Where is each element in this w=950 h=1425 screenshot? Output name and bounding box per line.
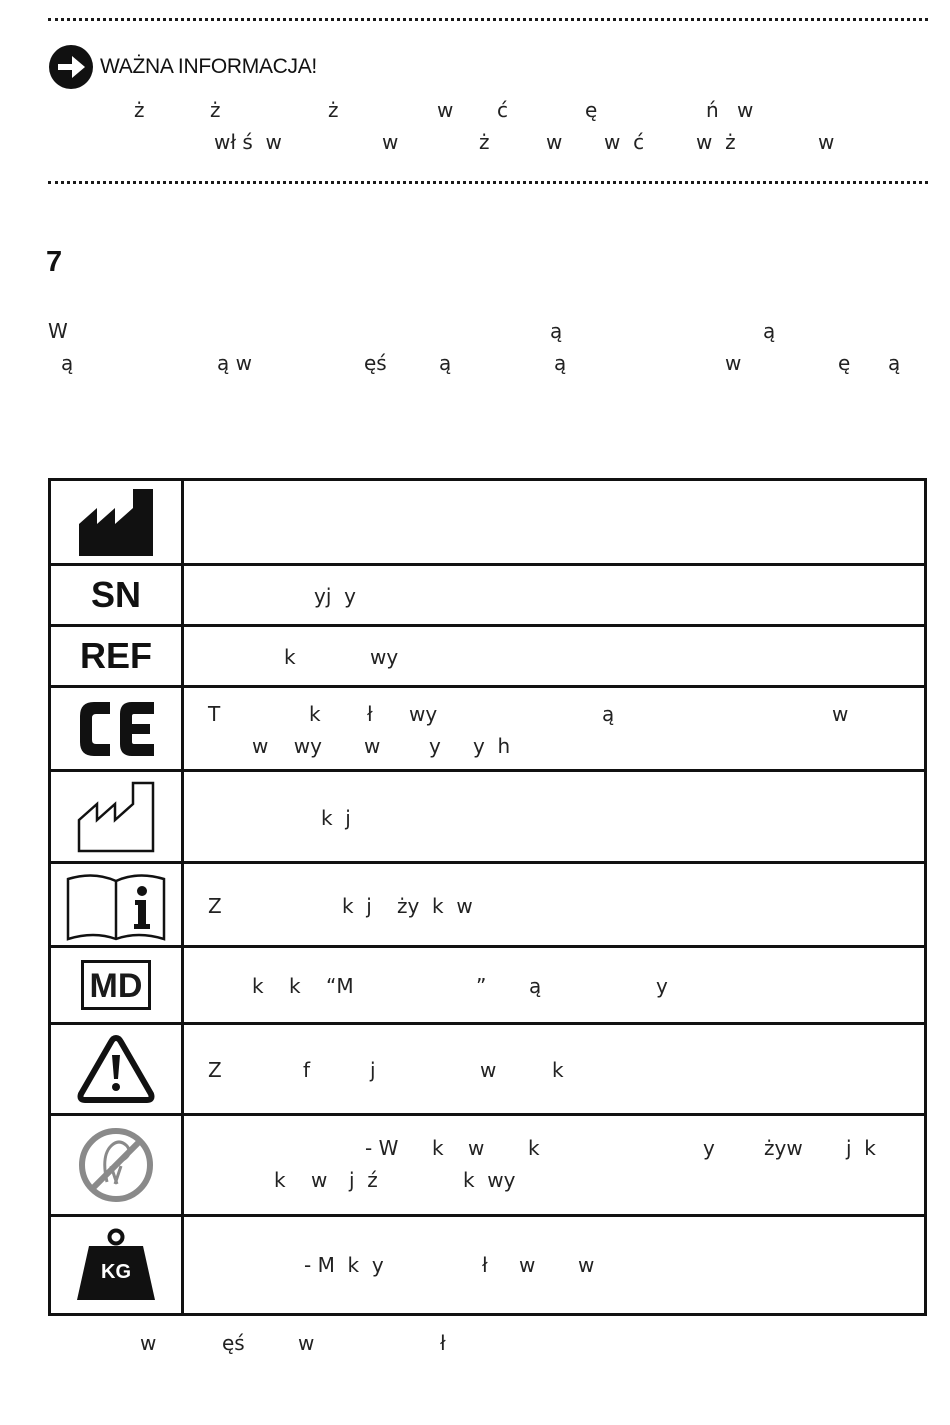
table-row [50,1216,926,1315]
notice-text-fragment: ń [706,98,719,122]
paragraph-text-fragment: ę [838,351,851,375]
description-cell [183,687,926,771]
description-text-fragment: w [480,1057,497,1082]
notice-text-fragment: ę [585,98,598,122]
paragraph-text-fragment: ą [61,351,74,375]
description-text-fragment: T [208,701,221,726]
table-row [50,947,926,1024]
description-cell [183,626,926,687]
section-number: 7 [46,246,63,278]
notice-text-fragment: ż [210,98,221,122]
description-text-fragment: ży k w [397,893,473,918]
description-text-fragment: w [364,733,381,758]
description-cell [183,771,926,863]
symbol-cell [50,626,183,687]
instructions-for-use-icon [64,869,168,941]
paragraph-text-fragment: w [725,351,742,375]
table-row [50,1115,926,1216]
symbol-cell [50,771,183,863]
description-text-fragment: k k “M [252,973,354,998]
description-cell [183,947,926,1024]
dotted-divider-bottom [48,181,928,184]
weight-kg-label: KG [101,1261,131,1283]
paragraph-text-fragment: ą [439,351,452,375]
notice-text-fragment: w [546,130,563,154]
date-of-manufacture-icon [76,780,156,854]
footer-text-fragment: w [140,1331,157,1355]
description-cell [183,1024,926,1115]
description-text-fragment: ą [602,701,615,726]
arrow-right-circle-icon [48,44,94,90]
symbol-cell [50,565,183,626]
reference-icon: REF [80,635,152,676]
notice-text-fragment: ż [134,98,145,122]
description-text-fragment: wy [370,644,399,669]
description-text-fragment: ” [476,973,487,998]
serial-number-icon: SN [90,574,141,615]
table-row [50,863,926,947]
paragraph-text-fragment: ą [550,319,563,343]
paragraph-text-fragment: ą [888,351,901,375]
description-text-fragment: y [656,973,668,998]
description-cell [183,1216,926,1315]
symbol-cell [50,947,183,1024]
description-text-fragment: yj y [314,583,356,608]
description-text-fragment: k [552,1057,564,1082]
notice-text-fragment: w ż [696,130,736,154]
important-notice-header [48,44,317,90]
footer-text-fragment: ł [440,1331,446,1355]
description-text-fragment: k j [321,805,351,830]
description-cell [183,863,926,947]
warning-icon [77,1033,155,1105]
notice-title: WAŻNA INFORMACJA! [100,55,317,78]
description-text-fragment: j k [846,1135,876,1160]
notice-text-fragment: w [382,130,399,154]
description-text-fragment: k [432,1135,444,1160]
notice-text-fragment: w [737,98,754,122]
table-row [50,565,926,626]
notice-text-fragment: ż [479,130,490,154]
dotted-divider-top [48,18,928,21]
description-text-fragment: - W [365,1135,399,1160]
notice-text-fragment: wł ś w [214,130,282,154]
ce-mark-icon [76,698,156,760]
symbol-cell [50,687,183,771]
description-text-fragment: - M k y [304,1252,384,1277]
symbol-cell [50,1216,183,1315]
paragraph-text-fragment: ęś [364,351,387,375]
table-row [50,626,926,687]
description-text-fragment: k w [274,1167,328,1192]
paragraph-text-fragment: W [48,319,68,343]
description-text-fragment: w [578,1252,595,1277]
no-mr-icon [77,1126,155,1204]
description-text-fragment: w [468,1135,485,1160]
notice-text-fragment: ż [328,98,339,122]
description-text-fragment: y h [473,733,511,758]
table-row [50,771,926,863]
description-text-fragment: w wy [252,733,322,758]
description-text-fragment: k j [342,893,372,918]
description-text-fragment: y [429,733,441,758]
symbol-cell [50,1024,183,1115]
description-text-fragment: Z [208,893,222,918]
weight-kg-icon [75,1228,157,1302]
description-text-fragment: Z [208,1057,222,1082]
notice-text-fragment: w [818,130,835,154]
description-text-fragment: ł [482,1252,488,1277]
paragraph-text-fragment: ą [554,351,567,375]
notice-text-fragment: w [437,98,454,122]
notice-text-fragment: ć [497,98,508,122]
paragraph-text-fragment: ą [763,319,776,343]
paragraph-text-fragment: ą w [217,351,252,375]
description-text-fragment: k [284,644,296,669]
symbol-cell [50,1115,183,1216]
symbols-table [48,478,927,1316]
description-cell [183,480,926,565]
description-text-fragment: wy [409,701,438,726]
description-text-fragment: j [370,1057,376,1082]
description-text-fragment: ą [529,973,542,998]
manufacturer-icon [77,486,155,558]
medical-device-icon: MD [81,960,152,1010]
description-text-fragment: w [832,701,849,726]
table-row [50,687,926,771]
description-text-fragment: k [309,701,321,726]
description-text-fragment: y [703,1135,715,1160]
footer-text-fragment: w [298,1331,315,1355]
footer-text-fragment: ęś [222,1331,245,1355]
description-text-fragment: żyw [764,1135,803,1160]
description-text-fragment: ł [367,701,373,726]
description-text-fragment: k wy [463,1167,516,1192]
description-cell [183,1115,926,1216]
table-row [50,480,926,565]
description-text-fragment: j ź [349,1167,378,1192]
symbol-cell [50,863,183,947]
table-row [50,1024,926,1115]
description-text-fragment: k [528,1135,540,1160]
description-text-fragment: f [303,1057,311,1082]
description-cell [183,565,926,626]
description-text-fragment: w [519,1252,536,1277]
notice-text-fragment: w ć [604,130,645,154]
symbol-cell [50,480,183,565]
